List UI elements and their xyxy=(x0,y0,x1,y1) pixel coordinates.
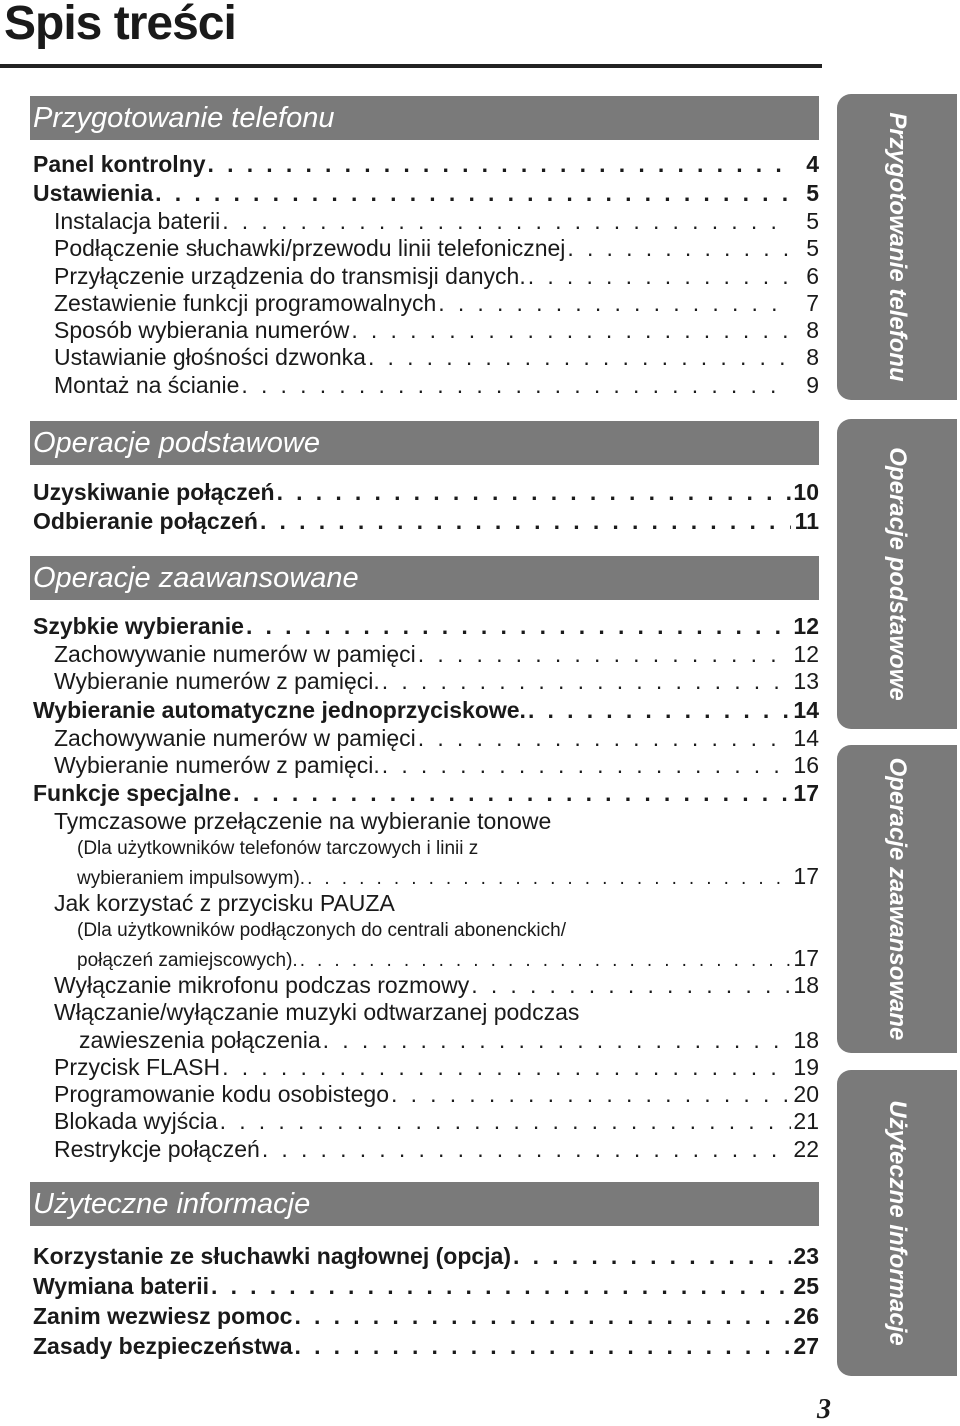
toc-entry[interactable]: Podłączenie słuchawki/przewodu linii telefonicznej . . . 5 xyxy=(33,235,819,262)
toc-entry[interactable]: zawieszenia połączenia . . . 18 xyxy=(33,1027,819,1054)
toc-entry-heading: Tymczasowe przełączenie na wybieranie tonowe xyxy=(54,808,552,835)
toc-entry-note: (Dla użytkowników podłączonych do centrali abonenckich/ xyxy=(77,920,566,942)
toc-entry[interactable]: Zachowywanie numerów w pamięci . . . 12 xyxy=(33,641,819,668)
toc-entry[interactable]: Montaż na ścianie . . . 9 xyxy=(33,372,819,399)
toc-entry[interactable]: Wybieranie numerów z pamięci. . . . 16 xyxy=(33,752,819,779)
toc-entry[interactable]: wybieraniem impulsowym). . . . 17 xyxy=(33,863,819,890)
toc-entry[interactable]: Panel kontrolny . . . 4 xyxy=(33,150,819,179)
title-rule xyxy=(0,64,822,68)
section-header: Operacje zaawansowane xyxy=(30,556,819,600)
toc-entry[interactable]: Instalacja baterii . . . 5 xyxy=(33,208,819,235)
toc-entry[interactable]: Zestawienie funkcji programowalnych . . . 7 xyxy=(33,290,819,317)
toc-entry[interactable]: Zasady bezpieczeństwa . . . 27 xyxy=(33,1331,819,1361)
toc-entry[interactable]: Ustawianie głośności dzwonka . . . 8 xyxy=(33,344,819,371)
toc-entry[interactable]: Programowanie kodu osobistego . . . 20 xyxy=(33,1081,819,1108)
section-header: Operacje podstawowe xyxy=(30,421,819,465)
page-title: Spis treści xyxy=(4,0,236,50)
page-number: 3 xyxy=(817,1394,831,1425)
toc-entry-heading: Włączanie/wyłączanie muzyki odtwarzanej podczas xyxy=(54,999,580,1026)
toc-entry[interactable]: Sposób wybierania numerów . . . 8 xyxy=(33,317,819,344)
toc-entry[interactable]: Ustawienia . . . 5 xyxy=(33,179,819,208)
section-zaawansowane xyxy=(33,556,819,1163)
tab-zaawansowane[interactable]: Operacje zaawansowane xyxy=(837,745,957,1053)
section-uzyteczne xyxy=(33,1182,819,1361)
toc-entry[interactable]: Funkcje specjalne . . . 17 xyxy=(33,779,819,808)
toc-entry[interactable]: połączeń zamiejscowych). . . . 17 xyxy=(33,945,819,972)
tab-uzyteczne[interactable]: Użyteczne informacje xyxy=(837,1070,957,1376)
toc-entry[interactable]: Wyłączanie mikrofonu podczas rozmowy . . . 18 xyxy=(33,972,819,999)
toc-entry-note: (Dla użytkowników telefonów tarczowych i linii z xyxy=(77,838,479,860)
toc-entry[interactable]: Zanim wezwiesz pomoc . . . 26 xyxy=(33,1301,819,1331)
toc-entry-heading: Jak korzystać z przycisku PAUZA xyxy=(54,890,395,917)
toc-entry[interactable]: Blokada wyjścia . . . 21 xyxy=(33,1108,819,1135)
toc-entry[interactable]: Przycisk FLASH . . . 19 xyxy=(33,1054,819,1081)
section-podstawowe xyxy=(33,421,819,536)
toc-entry[interactable]: Szybkie wybieranie . . . 12 xyxy=(33,612,819,641)
section-header: Przygotowanie telefonu xyxy=(30,96,819,140)
toc-entry[interactable]: Przyłączenie urządzenia do transmisji danych. . . . 6 xyxy=(33,263,819,290)
toc-entry[interactable]: Wybieranie numerów z pamięci. . . . 13 xyxy=(33,668,819,695)
toc-entry[interactable]: Uzyskiwanie połączeń . . . 10 xyxy=(33,478,819,507)
toc-entry[interactable]: Restrykcje połączeń . . . 22 xyxy=(33,1136,819,1163)
toc-entry[interactable]: Zachowywanie numerów w pamięci . . . 14 xyxy=(33,725,819,752)
section-przygotowanie xyxy=(33,96,819,399)
tab-przygotowanie[interactable]: Przygotowanie telefonu xyxy=(837,94,957,400)
section-header: Użyteczne informacje xyxy=(30,1182,819,1226)
toc-entry[interactable]: Wybieranie automatyczne jednoprzyciskowe. . . . 14 xyxy=(33,696,819,725)
toc-entry[interactable]: Odbieranie połączeń . . . 11 xyxy=(33,507,819,536)
toc-entry[interactable]: Korzystanie ze słuchawki nagłownej (opcja) . . . 23 xyxy=(33,1241,819,1271)
toc-entry[interactable]: Wymiana baterii . . . 25 xyxy=(33,1271,819,1301)
side-tabs xyxy=(822,0,960,1426)
tab-podstawowe[interactable]: Operacje podstawowe xyxy=(837,419,957,729)
